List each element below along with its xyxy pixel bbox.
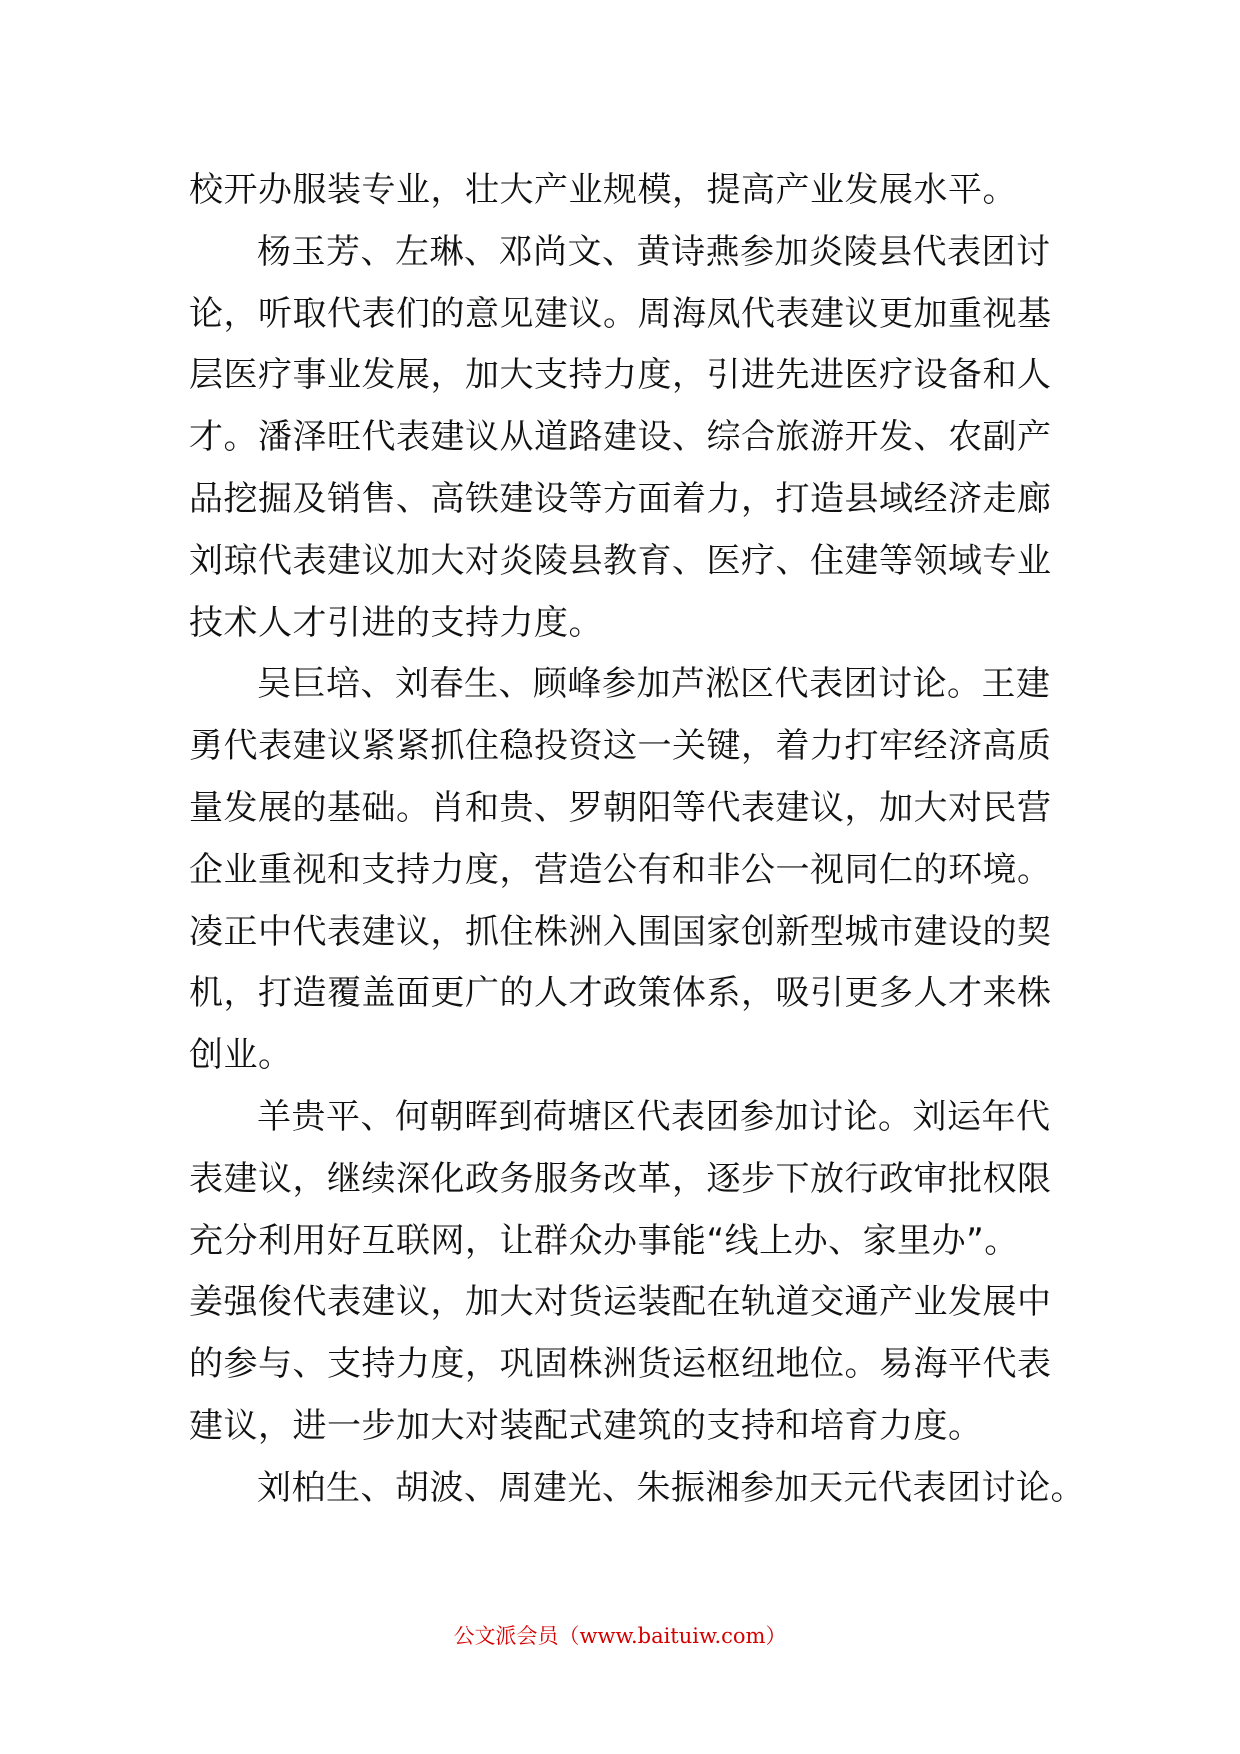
text-line: 羊贵平、何朝晖到荷塘区代表团参加讨论。刘运年代 — [257, 1096, 1051, 1137]
text-line: 表建议，继续深化政务服务改革，逐步下放行政审批权限 — [189, 1158, 1052, 1199]
text-line: 层医疗事业发展，加大支持力度，引进先进医疗设备和人 — [189, 355, 1052, 396]
text-line: 校开办服装专业，壮大产业规模，提高产业发展水平。 — [189, 170, 1017, 210]
document-body — [189, 160, 1089, 1520]
text-line: 论，听取代表们的意见建议。周海凤代表建议更加重视基 — [189, 293, 1052, 334]
text-line: 充分利用好互联网，让群众办事能“线上办、家里办”。 — [189, 1220, 1019, 1261]
text-line: 的参与、支持力度，巩固株洲货运枢纽地位。易海平代表 — [189, 1344, 1052, 1385]
text-line: 杨玉芳、左琳、邓尚文、黄诗燕参加炎陵县代表团讨 — [257, 231, 1051, 272]
text-line: 凌正中代表建议，抓住株洲入围国家创新型城市建设的契 — [189, 911, 1052, 952]
text-line: 才。潘泽旺代表建议从道路建设、综合旅游开发、农副产 — [189, 417, 1052, 458]
text-line: 刘柏生、胡波、周建光、朱振湘参加天元代表团讨论。 — [257, 1467, 1085, 1508]
text-line: 技术人才引进的支持力度。 — [189, 602, 603, 643]
text-line: 吴巨培、刘春生、顾峰参加芦淞区代表团讨论。王建 — [257, 664, 1051, 705]
text-line: 创业。 — [189, 1035, 293, 1076]
text-line: 刘琼代表建议加大对炎陵县教育、医疗、住建等领域专业 — [189, 540, 1052, 581]
footer-watermark: 公文派会员（www.baituiw.com） — [453, 1624, 787, 1648]
text-line: 姜强俊代表建议，加大对货运装配在轨道交通产业发展中 — [189, 1282, 1052, 1323]
text-line: 建议，进一步加大对装配式建筑的支持和培育力度。 — [189, 1405, 983, 1446]
text-line: 机，打造覆盖面更广的人才政策体系，吸引更多人才来株 — [189, 973, 1052, 1014]
text-line: 品挖掘及销售、高铁建设等方面着力，打造县域经济走廊 — [189, 478, 1052, 519]
text-line: 勇代表建议紧紧抓住稳投资这一关键，着力打牢经济高质 — [189, 726, 1052, 767]
text-line: 量发展的基础。肖和贵、罗朝阳等代表建议，加大对民营 — [189, 787, 1052, 828]
text-line: 企业重视和支持力度，营造公有和非公一视同仁的环境。 — [189, 849, 1052, 890]
